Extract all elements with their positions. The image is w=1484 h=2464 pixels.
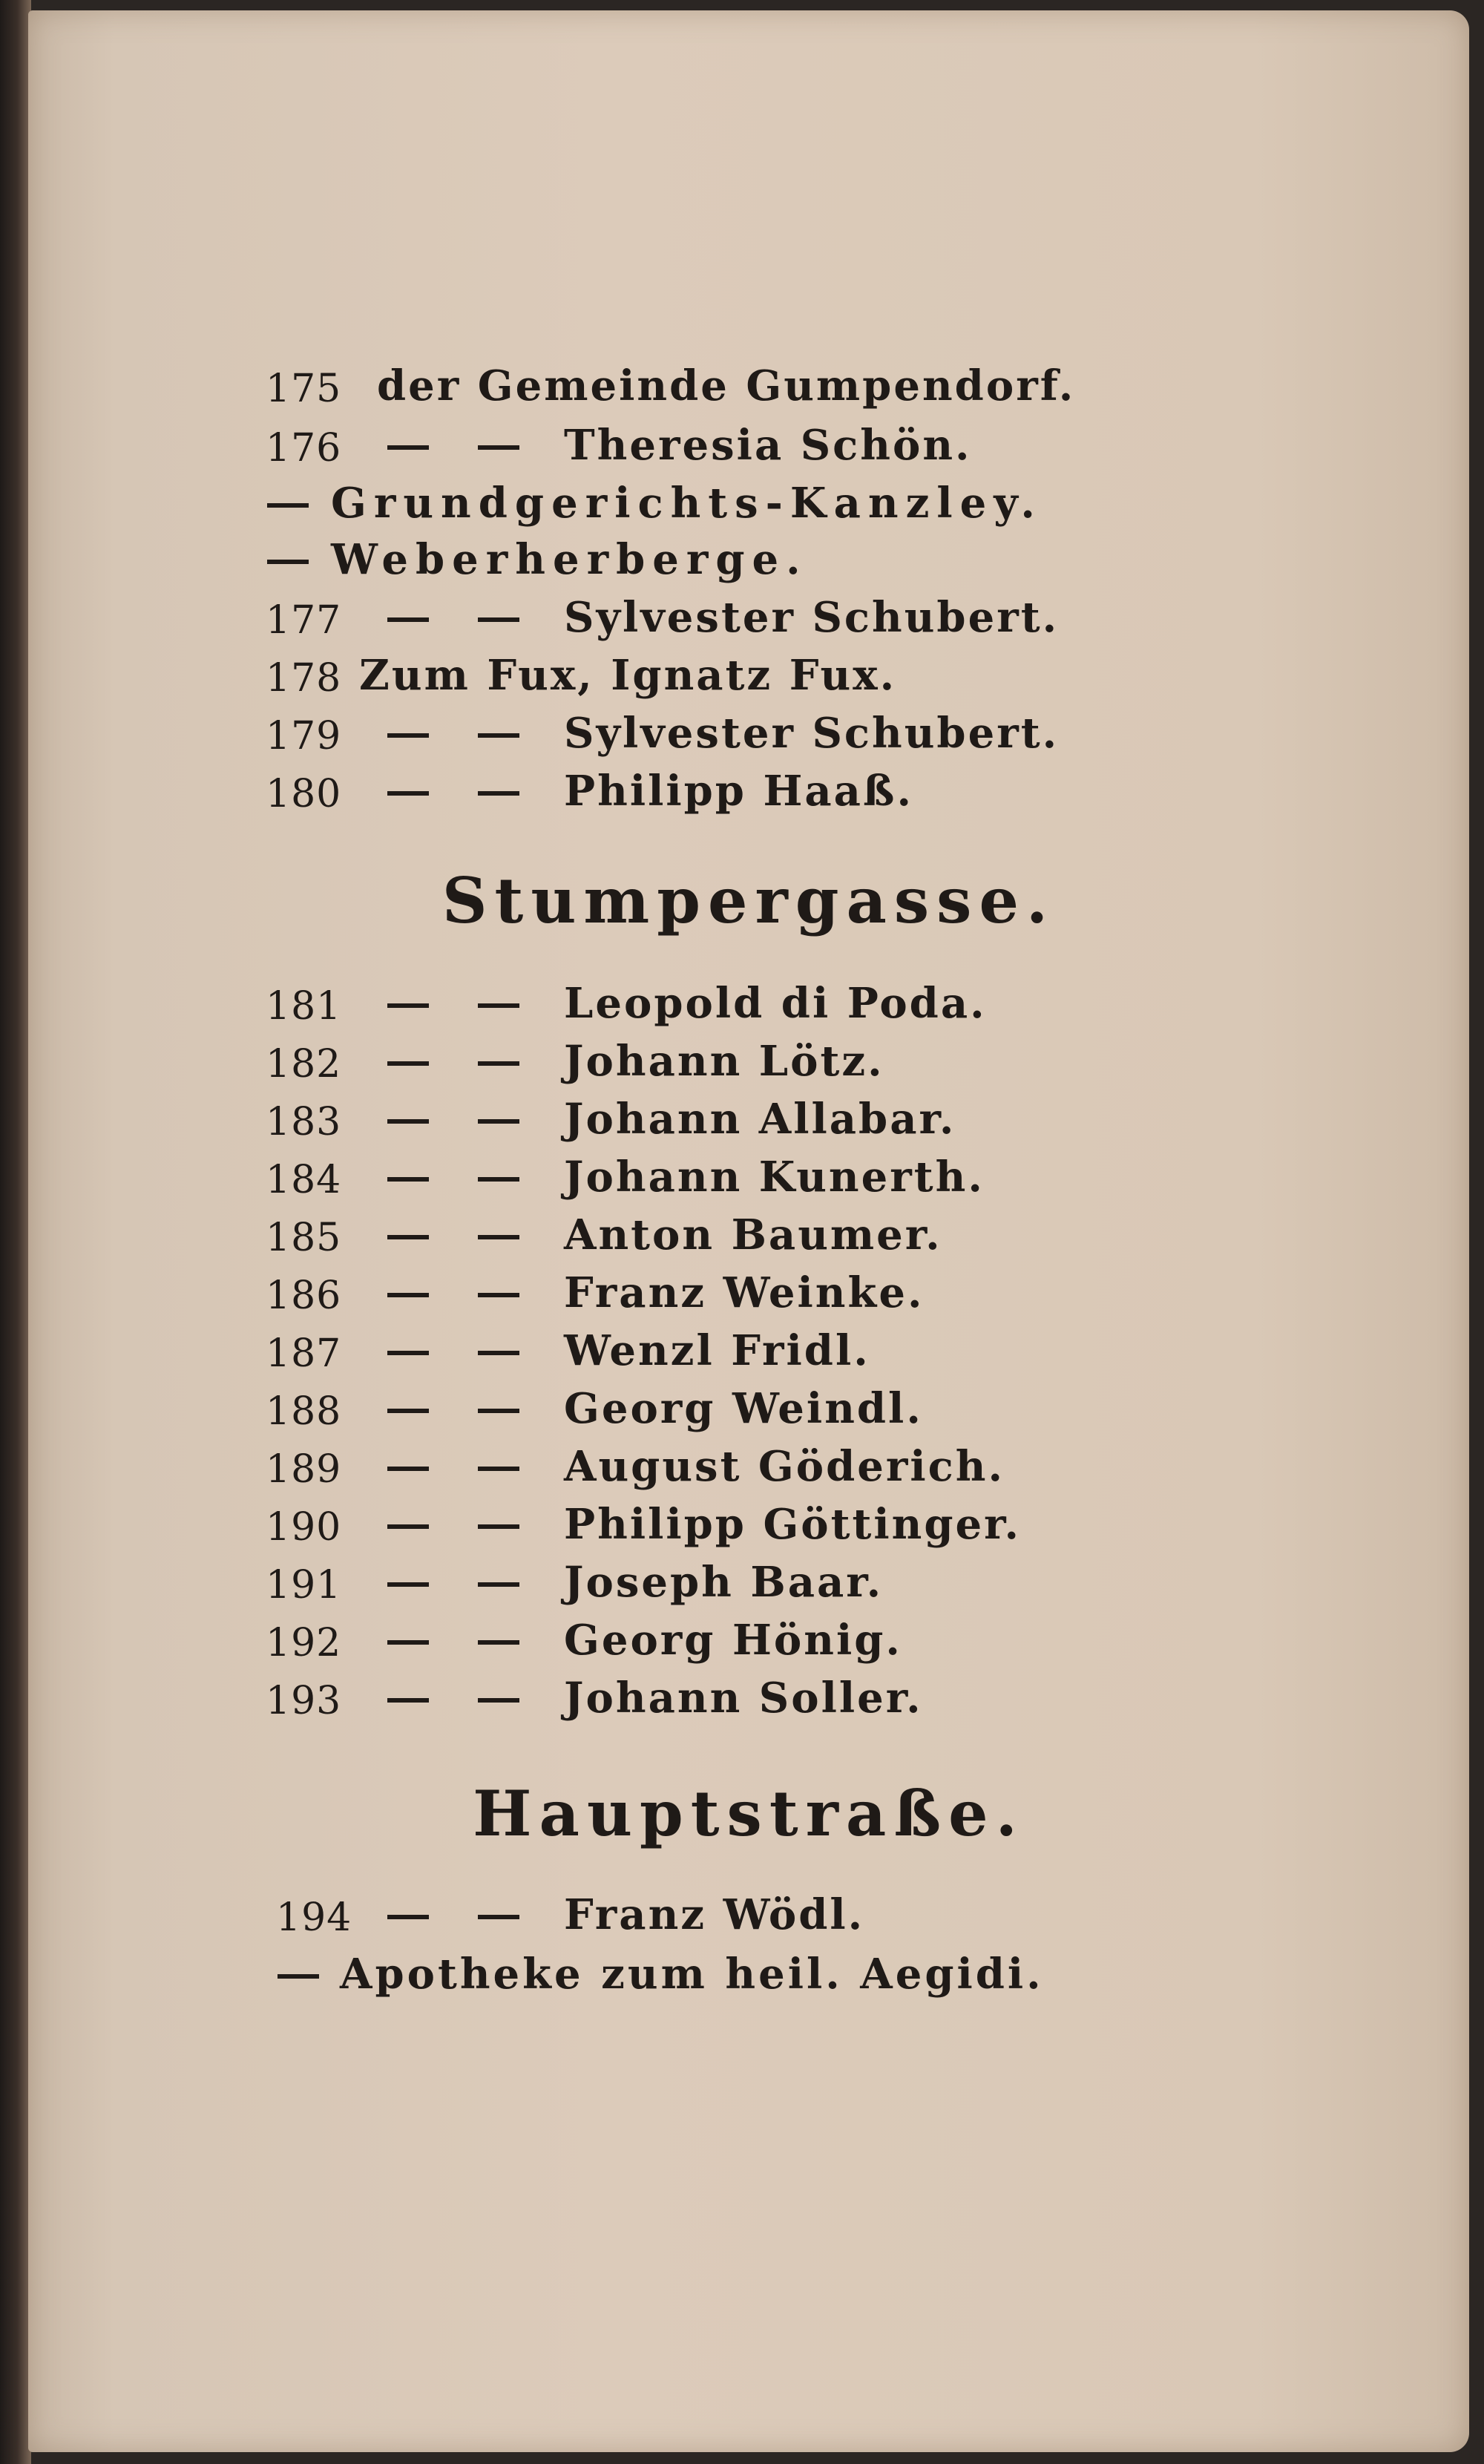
ditto-dash [387,1177,429,1182]
list-item [28,1324,1215,1383]
book-page [28,10,1469,2452]
entry-text: Weberherberge. [331,535,808,584]
ditto-dash [387,733,429,738]
ditto-dash [278,1974,319,1979]
house-number: 184 [266,1158,342,1202]
list-item [28,707,1215,766]
ditto-dash [267,560,309,564]
house-number: 182 [266,1042,342,1087]
house-number: 177 [266,598,342,643]
ditto-dash [387,1409,429,1413]
list-item [28,591,1215,650]
ditto-dash [387,1003,429,1008]
entry-text: Georg Weindl. [564,1384,923,1433]
ditto-dash [478,791,519,796]
list-item [28,1556,1215,1615]
ditto-dash [387,1640,429,1645]
ditto-dash [267,503,309,508]
list-item [28,1671,1215,1731]
ditto-dash [478,617,519,622]
list-item [28,1888,1215,1947]
house-number: 188 [266,1389,342,1434]
house-number: 175 [266,367,342,411]
ditto-dash [387,1351,429,1355]
ditto-dash [478,1409,519,1413]
house-number: 192 [266,1621,342,1665]
ditto-dash [478,1119,519,1124]
section-heading: Hauptstraße. [473,1777,1025,1850]
list-item [28,649,1215,708]
entry-text: Joseph Baar. [564,1558,884,1607]
list-item [28,1382,1215,1441]
entry-text: Johann Allabar. [564,1095,956,1144]
list-item [28,419,1215,478]
entry-text: Sylvester Schubert. [564,593,1060,642]
ditto-dash [478,1351,519,1355]
house-number: 176 [266,426,342,471]
list-item [28,533,1215,592]
house-number: 187 [266,1331,342,1376]
entry-text: Johann Soller. [564,1674,923,1723]
book-spine [0,0,31,2464]
entry-text: Franz Wödl. [564,1890,865,1939]
ditto-dash [387,1293,429,1297]
list-item [28,359,1215,419]
section-heading: Stumpergasse. [441,864,1056,937]
list-item [28,1266,1215,1326]
entry-text: August Göderich. [564,1442,1005,1491]
house-number: 194 [276,1895,352,1940]
ditto-dash [387,1467,429,1471]
list-item [28,476,1215,536]
ditto-dash [478,1915,519,1919]
entry-text: Sylvester Schubert. [564,709,1060,758]
list-item [28,1947,1215,2007]
house-number: 180 [266,772,342,816]
entry-text: Theresia Schön. [564,421,972,470]
ditto-dash [478,1293,519,1297]
entry-text: Johann Kunerth. [564,1153,985,1202]
list-item [28,1498,1215,1557]
entry-text: Johann Lötz. [564,1037,884,1086]
house-number: 189 [266,1447,342,1492]
ditto-dash [387,445,429,450]
ditto-dash [387,1582,429,1587]
entry-text: Zum Fux, Ignatz Fux. [359,651,897,700]
ditto-dash [387,791,429,796]
house-number: 178 [266,656,342,701]
house-number: 181 [266,984,342,1029]
house-number: 179 [266,714,342,758]
list-item [28,1208,1215,1268]
entry-text: Franz Weinke. [564,1268,925,1317]
list-item [28,1440,1215,1499]
ditto-dash [478,1640,519,1645]
entry-text: Leopold di Poda. [564,979,987,1028]
entry-text: Philipp Göttinger. [564,1500,1021,1549]
list-item [28,977,1215,1036]
ditto-dash [478,1235,519,1239]
ditto-dash [478,1061,519,1066]
list-item [28,764,1215,824]
ditto-dash [387,617,429,622]
ditto-dash [387,1698,429,1703]
ditto-dash [387,1915,429,1919]
ditto-dash [387,1235,429,1239]
house-number: 193 [266,1679,342,1723]
house-number: 185 [266,1216,342,1260]
list-item [28,1150,1215,1210]
list-item [28,1035,1215,1094]
ditto-dash [387,1061,429,1066]
ditto-dash [478,1582,519,1587]
ditto-dash [478,445,519,450]
entry-text: Wenzl Fridl. [564,1326,870,1375]
list-item [28,1613,1215,1673]
entry-text: Apotheke zum heil. Aegidi. [340,1950,1044,1999]
ditto-dash [478,1467,519,1471]
entry-text: Anton Baumer. [564,1210,942,1259]
ditto-dash [387,1119,429,1124]
entry-text: Georg Hönig. [564,1616,902,1665]
ditto-dash [478,1698,519,1703]
house-number: 183 [266,1100,342,1144]
ditto-dash [387,1524,429,1529]
list-item [28,1092,1215,1152]
house-number: 191 [266,1563,342,1608]
house-number: 190 [266,1505,342,1550]
entry-text: Philipp Haaß. [564,767,913,816]
entry-text: der Gemeinde Gumpendorf. [377,361,1076,410]
house-number: 186 [266,1274,342,1318]
ditto-dash [478,733,519,738]
entry-text: Grundgerichts-Kanzley. [331,479,1043,528]
ditto-dash [478,1524,519,1529]
ditto-dash [478,1003,519,1008]
ditto-dash [478,1177,519,1182]
